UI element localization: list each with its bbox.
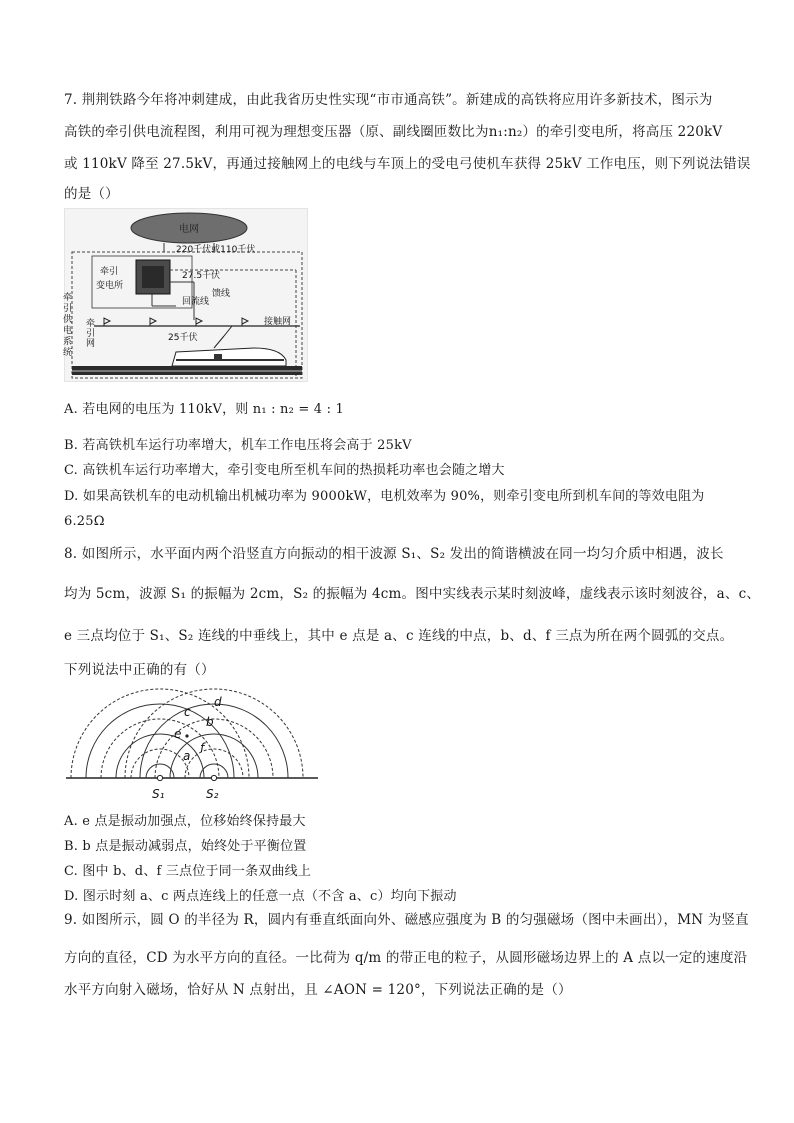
point-b-label: b: [206, 715, 214, 729]
svg-text:电: 电: [63, 326, 73, 336]
q8-stem-line-4: 下列说法中正确的有（）: [64, 662, 215, 678]
source-s1-label: S₁: [152, 787, 165, 801]
point-a-label: a: [183, 749, 191, 763]
substation-label-1: 牵引: [100, 267, 119, 277]
q8-stem-line-1: 8. 如图所示，水平面内两个沿竖直方向振动的相干波源 S₁、S₂ 发出的简谐横波在同一均匀介质中相遇，波长: [64, 546, 724, 562]
system-vertical-label: [63, 291, 73, 358]
q9-stem-line-3: 水平方向射入磁场，恰好从 N 点射出，且 ∠AON = 120°，下列说法正确的是（）: [64, 982, 572, 998]
svg-text:系: 系: [63, 337, 73, 347]
q7-stem-line-4: 的是（）: [64, 186, 119, 202]
q8-stem-line-2: 均为 5cm，波源 S₁ 的振幅为 2cm，S₂ 的振幅为 4cm。图中实线表示某时刻波峰，虚线表示该时刻波谷，a、c、: [64, 586, 761, 602]
q8-stem-line-3: e 三点均位于 S₁、S₂ 连线的中垂线上，其中 e 点是 a、c 连线的中点，b、d、f 三点为所在两个圆弧的交点。: [64, 628, 734, 644]
return-line-label: 回流线: [182, 297, 210, 307]
point-f-label: f: [200, 741, 205, 755]
q9-stem-line-1: 9. 如图所示，圆 O 的半径为 R，圆内有垂直纸面向外、磁感应强度为 B 的匀强磁场（图中未画出），MN 为竖直: [64, 912, 749, 928]
traction-net-1: 牵: [86, 319, 96, 329]
q8-option-a: A. e 点是振动加强点，位移始终保持最大: [64, 814, 306, 829]
traction-net-2: 引: [86, 329, 96, 339]
q7-option-d-cont: 6.25Ω: [64, 514, 105, 529]
v275-label: 27.5千伏: [182, 271, 221, 281]
q8-option-b: B. b 点是振动减弱点，始终处于平衡位置: [64, 839, 307, 854]
traction-net-3: 网: [86, 339, 96, 349]
v25-label: 25千伏: [168, 333, 198, 343]
q7-option-c: C. 高铁机车运行功率增大，牵引变电所至机车间的热损耗功率也会随之增大: [64, 463, 505, 478]
q9-stem-line-2: 方向的直径，CD 为水平方向的直径。一比荷为 q/m 的带正电的粒子，从圆形磁场边界上的 A 点以一定的速度沿: [64, 950, 748, 966]
svg-text:供: 供: [63, 315, 73, 325]
q8-option-c: C. 图中 b、d、f 三点位于同一条双曲线上: [64, 864, 312, 879]
source-s2-label: S₂: [206, 787, 219, 801]
q8-option-d: D. 图示时刻 a、c 两点连线上的任意一点（不含 a、c）均向下振动: [64, 889, 457, 904]
q7-stem-line-3: 或 110kV 降至 27.5kV，再通过接触网上的电线与车顶上的受电弓使机车获得 25kV 工作电压，则下列说法错误: [64, 156, 751, 172]
q7-stem-line-1: 7. 荆荆铁路今年将冲刺建成，由此我省历史性实现“市市通高铁”。新建成的高铁将应用许多新技术，图示为: [64, 92, 713, 108]
point-e-label: e: [174, 727, 182, 741]
catenary-label: 接触网: [264, 317, 292, 327]
svg-text:统: 统: [63, 348, 73, 358]
q7-stem-line-2: 高铁的牵引供电流程图，利用可视为理想变压器（原、副线圈匝数比为n₁:n₂）的牵引变电所，将高压 220kV: [64, 124, 723, 140]
point-c-label: c: [184, 705, 191, 719]
q7-option-b: B. 若高铁机车运行功率增大，机车工作电压将会高于 25kV: [64, 438, 412, 453]
high-voltage-label: 220千伏或110千伏: [176, 245, 256, 255]
wave-interference-diagram: [62, 688, 324, 806]
svg-text:牵: 牵: [63, 293, 73, 303]
point-d-label: d: [214, 695, 222, 709]
q7-option-d: D. 如果高铁机车的电动机输出机械功率为 9000kW，电机效率为 90%，则牵引变电所到机车间的等效电阻为: [64, 489, 705, 504]
traction-power-diagram: [64, 208, 308, 382]
substation-label-2: 变电所: [96, 281, 124, 291]
feeder-label: 馈线: [212, 289, 231, 299]
svg-text:引: 引: [63, 304, 73, 314]
q7-option-a: A. 若电网的电压为 110kV，则 n₁ : n₂ = 4 : 1: [64, 402, 344, 417]
power-grid-label: 电网: [179, 224, 199, 235]
